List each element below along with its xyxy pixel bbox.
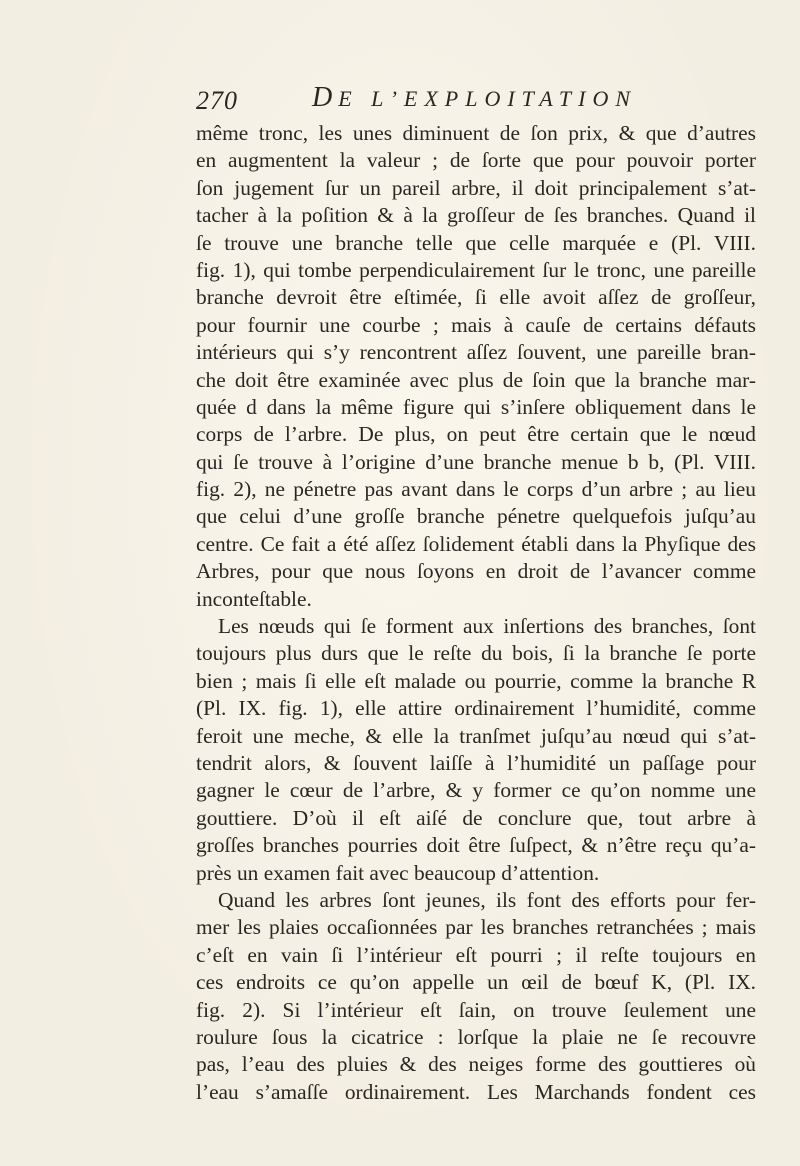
text-line: toujours plus durs que le reſte du bois, ſi la branche ſe porte (196, 641, 756, 666)
body-text (196, 120, 756, 1106)
text-line: corps de l’arbre. De plus, on peut être certain que le nœud (196, 422, 756, 447)
text-line: l’eau s’amaſſe ordinairement. Les Marchands fondent ces (196, 1079, 756, 1104)
paragraph-start-line: Quand les arbres ſont jeunes, ils font des efforts pour fer- (218, 887, 756, 912)
text-line: fig. 1), qui tombe perpendiculairement ſur le tronc, une pareille (196, 257, 756, 282)
text-line: gagner le cœur de l’arbre, & y former ce qu’on nomme une (196, 778, 756, 803)
paragraph-start-line: Les nœuds qui ſe forment aux inſertions des branches, ſont (218, 614, 756, 639)
page-header (196, 82, 756, 118)
text-line: en augmentent la valeur ; de ſorte que pour pouvoir porter (196, 148, 756, 173)
text-line: Arbres, pour que nous ſoyons en droit de l’avancer comme (196, 559, 756, 584)
text-line: ſe trouve une branche telle que celle marquée e (Pl. VIII. (196, 230, 756, 255)
text-line: même tronc, les unes diminuent de ſon prix, & que d’autres (196, 121, 756, 145)
text-line: tacher à la poſition & à la groſſeur de ſes branches. Quand il (196, 203, 756, 228)
text-line: feroit une meche, & elle la tranſmet juſqu’au nœud qui s’at- (196, 723, 756, 748)
text-line: quée d dans la même figure qui s’inſere obliquement dans le (196, 394, 756, 419)
text-line: c’eſt en vain ſi l’intérieur eſt pourri ; il reſte toujours en (196, 942, 756, 967)
running-title-initial: D (312, 82, 339, 113)
text-line: centre. Ce fait a été aſſez ſolidement établi dans la Phyſique des (196, 531, 756, 556)
text-line: branche devroit être eſtimée, ſi elle avoit aſſez de groſſeur, (196, 285, 756, 310)
text-line: groſſes branches pourries doit être ſuſpect, & n’être reçu qu’a- (196, 833, 756, 858)
running-title-rest: E L’EXPLOITATION (338, 86, 638, 111)
text-line: qui ſe trouve à l’origine d’une branche menue b b, (Pl. VIII. (196, 449, 756, 474)
text-line: fig. 2), ne pénetre pas avant dans le corps d’un arbre ; au lieu (196, 477, 756, 502)
text-line: che doit être examinée avec plus de ſoin que la branche mar- (196, 367, 756, 392)
text-line: (Pl. IX. fig. 1), elle attire ordinairement l’humidité, comme (196, 696, 756, 721)
text-line: pas, l’eau des pluies & des neiges forme des gouttieres où (196, 1052, 756, 1077)
paragraph-end-line: inconteſtable. (196, 586, 312, 611)
text-line: tendrit alors, & ſouvent laiſſe à l’humidité un paſſage pour (196, 750, 756, 775)
text-line: roulure ſous la cicatrice : lorſque la plaie ne ſe recouvre (196, 1024, 756, 1049)
text-line: ces endroits ce qu’on appelle un œil de bœuf K, (Pl. IX. (196, 970, 756, 995)
running-title (312, 82, 637, 114)
text-line: intérieurs qui s’y rencontrent aſſez ſouvent, une pareille bran- (196, 340, 756, 365)
text-line: que celui d’une groſſe branche pénetre quelquefois juſqu’au (196, 504, 756, 529)
text-line: fig. 2). Si l’intérieur eſt ſain, on trouve ſeulement une (196, 997, 756, 1022)
text-line: bien ; mais ſi elle eſt malade ou pourrie, comme la branche R (196, 668, 756, 693)
paragraph-end-line: près un examen fait avec beaucoup d’attention. (196, 860, 600, 885)
text-line: gouttiere. D’où il eſt aiſé de conclure que, tout arbre à (196, 805, 756, 830)
text-line: mer les plaies occaſionnées par les branches retranchées ; mais (196, 915, 756, 940)
page-number: 270 (196, 86, 238, 115)
text-line: pour fournir une courbe ; mais à cauſe de certains défauts (196, 312, 756, 337)
text-line: ſon jugement ſur un pareil arbre, il doit principalement s’at- (196, 175, 756, 200)
